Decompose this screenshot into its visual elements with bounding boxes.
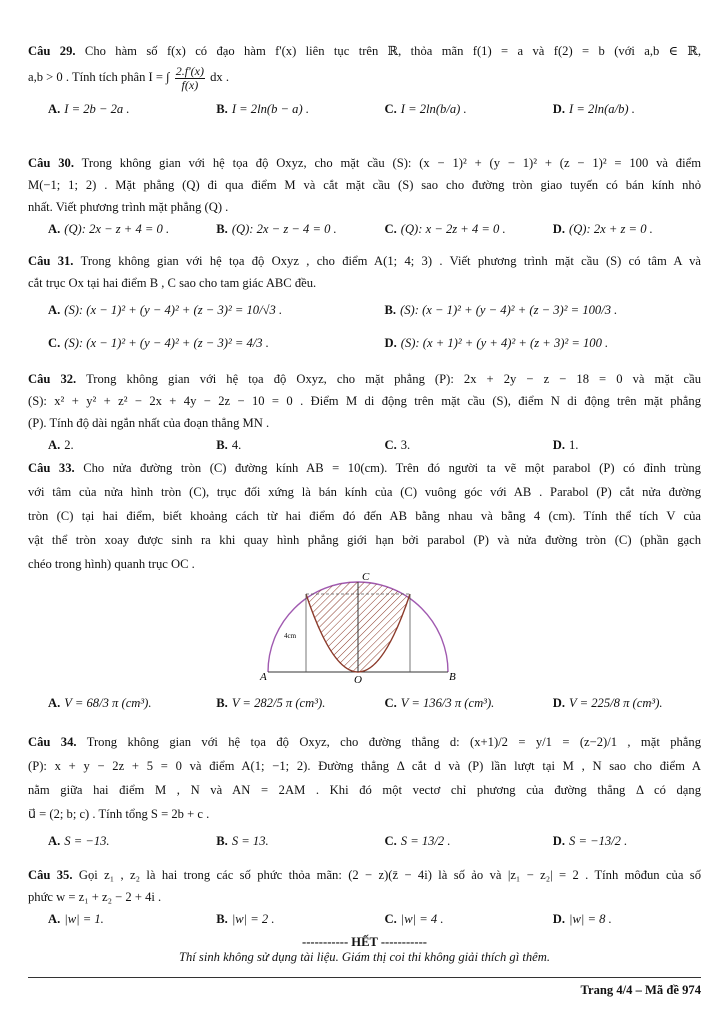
question-text: Gọi z₁ , z₂ là hai trong các số phức thỏa mãn: (2 − z)(z̄ − 4i) là số ảo và |z₁ − z₂| = 2 . Tính môđun của số <box>78 868 701 882</box>
option-c: C. I = 2ln(b/a) . <box>384 102 467 116</box>
page-footer: Trang 4/4 – Mã đề 974 <box>580 983 701 997</box>
question-text: dx . <box>210 70 230 84</box>
question-text: a,b > 0 . Tính tích phân I = ∫ <box>28 70 170 84</box>
question-35 <box>28 864 701 930</box>
question-34 <box>28 730 701 856</box>
label-b: B <box>449 671 456 683</box>
option-b: B. I = 2ln(b − a) . <box>216 102 309 116</box>
option-d: D. 1. <box>552 438 579 452</box>
question-text: nằm giữa hai điểm M , N và AN = 2AM . Khi đó một vectơ chỉ phương của đường thẳng Δ có dạng <box>28 783 701 797</box>
option-d: D. (Q): 2x + z = 0 . <box>552 222 653 236</box>
option-a: A. V = 68/3 π (cm³). <box>48 696 152 710</box>
footer-divider <box>28 977 701 978</box>
question-text: Cho nửa đường tròn (C) đường kính AB = 10(cm). Trên đó người ta vẽ một parabol (P) có đỉnh trùng <box>83 461 701 475</box>
question-31 <box>28 250 701 360</box>
exam-page <box>28 0 701 1024</box>
option-b: B. V = 282/5 π (cm³). <box>216 696 326 710</box>
answer-options <box>28 98 701 120</box>
label-4cm: 4cm <box>284 632 297 640</box>
option-b: B. 4. <box>216 438 242 452</box>
option-b: B. (S): (x − 1)² + (y − 4)² + (z − 3)² = 100/3 . <box>384 303 618 317</box>
question-32 <box>28 368 701 456</box>
answer-options <box>28 688 701 718</box>
integrand-fraction: $\frac{2.f'(x)}{f(x)}$ <box>175 63 204 92</box>
option-d: D. (S): (x + 1)² + (y + 4)² + (z + 3)² = 100 . <box>384 336 609 350</box>
label-a: A <box>260 671 267 683</box>
answer-options <box>28 908 701 930</box>
question-33 <box>28 456 701 576</box>
question-text: Trong không gian với hệ tọa độ Oxyz, cho mặt phẳng (P): 2x + 2y − z − 18 = 0 và mặt cầu <box>86 372 701 386</box>
answer-options <box>28 326 701 360</box>
option-a: A. (Q): 2x − z + 4 = 0 . <box>48 222 170 236</box>
option-a: A. |w| = 1. <box>48 912 104 926</box>
option-c: C. (Q): x − 2z + 4 = 0 . <box>384 222 506 236</box>
question-text: vật thể tròn xoay được sinh ra khi quay hình phẳng giới hạn bởi parabol (P) và nửa đường tròn (C) (phần gạch <box>28 533 701 547</box>
question-number: Câu 30. <box>28 156 74 170</box>
option-a: A. I = 2b − 2a . <box>48 102 130 116</box>
question-text: Trong không gian với hệ tọa độ Oxyz, cho mặt cầu (S): (x − 1)² + (y − 1)² + (z − 1)² = 100 và điểm <box>81 156 701 170</box>
question-text: (P): x + y − 2z + 5 = 0 và điểm A(1; −1; 2). Đường thẳng Δ cắt d và (P) lần lượt tại M , N sao cho điểm A <box>28 759 701 773</box>
question-text: tròn (C) tại hai điểm, biết khoảng cách từ hai điểm đó đến AB bằng nhau và bằng 4 (cm). Tính thể tích V của <box>28 509 701 523</box>
option-d: D. S = −13/2 . <box>552 834 628 848</box>
answer-options <box>28 218 701 240</box>
question-number: Câu 32. <box>28 372 77 386</box>
answer-options <box>28 294 701 326</box>
end-mark: ----------- HẾT ----------- <box>302 935 427 949</box>
option-c: C. (S): (x − 1)² + (y − 4)² + (z − 3)² = 4/3 . <box>48 336 269 350</box>
exam-note: Thí sinh không sử dụng tài liệu. Giám thị coi thi không giải thích gì thêm. <box>178 950 551 964</box>
option-d: D. I = 2ln(a/b) . <box>552 102 635 116</box>
question-number: Câu 29. <box>28 44 76 58</box>
option-b: B. (Q): 2x − z − 4 = 0 . <box>216 222 337 236</box>
option-b: B. S = 13. <box>216 834 269 848</box>
option-c: C. 3. <box>384 438 411 452</box>
question-text: u⃗ = (2; b; c) . Tính tổng S = 2b + c . <box>28 807 210 821</box>
question-number: Câu 34. <box>28 735 77 749</box>
question-text: Cho hàm số f(x) có đạo hàm f'(x) liên tục trên ℝ, thỏa mãn f(1) = a và f(2) = b (với a,b ∈ ℝ, <box>84 44 701 58</box>
option-c: C. |w| = 4 . <box>384 912 444 926</box>
question-number: Câu 33. <box>28 461 75 475</box>
question-text: (S): x² + y² + z² − 2x + 4y − 2z − 10 = 0 . Điểm M di động trên mặt cầu (S), điểm N di động trên mặt phẳng <box>28 394 701 408</box>
question-number: Câu 31. <box>28 254 74 268</box>
answer-options <box>28 826 701 856</box>
option-a: A. 2. <box>48 438 74 452</box>
question-30 <box>28 152 701 240</box>
question-text: chéo trong hình) quanh trục OC . <box>28 557 195 571</box>
answer-options <box>28 434 701 456</box>
question-number: Câu 35. <box>28 868 73 882</box>
option-b: B. |w| = 2 . <box>216 912 275 926</box>
question-text: phức w = z₁ + z₂ − 2 + 4i . <box>28 890 162 904</box>
option-d: D. V = 225/8 π (cm³). <box>552 696 663 710</box>
option-d: D. |w| = 8 . <box>552 912 612 926</box>
question-text: cắt trục Ox tại hai điểm B , C sao cho tam giác ABC đều. <box>28 276 317 290</box>
question-text: M(−1; 1; 2) . Mặt phẳng (Q) đi qua điểm M và cắt mặt cầu (S) sao cho đường tròn giao tuyến có bán kính nhỏ <box>28 178 701 192</box>
label-o: O <box>354 674 362 684</box>
question-text: (P). Tính độ dài ngắn nhất của đoạn thẳng MN . <box>28 416 270 430</box>
question-text: nhất. Viết phương trình mặt phẳng (Q) . <box>28 200 229 214</box>
option-a: A. (S): (x − 1)² + (y − 4)² + (z − 3)² = 10/√3 . <box>48 303 283 317</box>
question-33-options <box>28 688 701 718</box>
label-c: C <box>362 571 370 583</box>
question-text: với tâm của nửa hình tròn (C), trục đối xứng là bán kính của (C) vuông góc với AB . Parabol (P) cắt nửa đường <box>28 485 701 499</box>
option-a: A. S = −13. <box>48 834 110 848</box>
question-text: Trong không gian với hệ tọa độ Oxyz , cho điểm A(1; 4; 3) . Viết phương trình mặt cầu (S) có tâm A và <box>80 254 701 268</box>
option-c: C. S = 13/2 . <box>384 834 451 848</box>
question-text: Trong không gian với hệ tọa độ Oxyz, cho đường thẳng d: (x+1)/2 = y/1 = (z−2)/1 , mặt phẳng <box>86 735 701 749</box>
semicircle-parabola-figure <box>258 568 458 684</box>
option-c: C. V = 136/3 π (cm³). <box>384 696 495 710</box>
question-29 <box>28 40 701 120</box>
